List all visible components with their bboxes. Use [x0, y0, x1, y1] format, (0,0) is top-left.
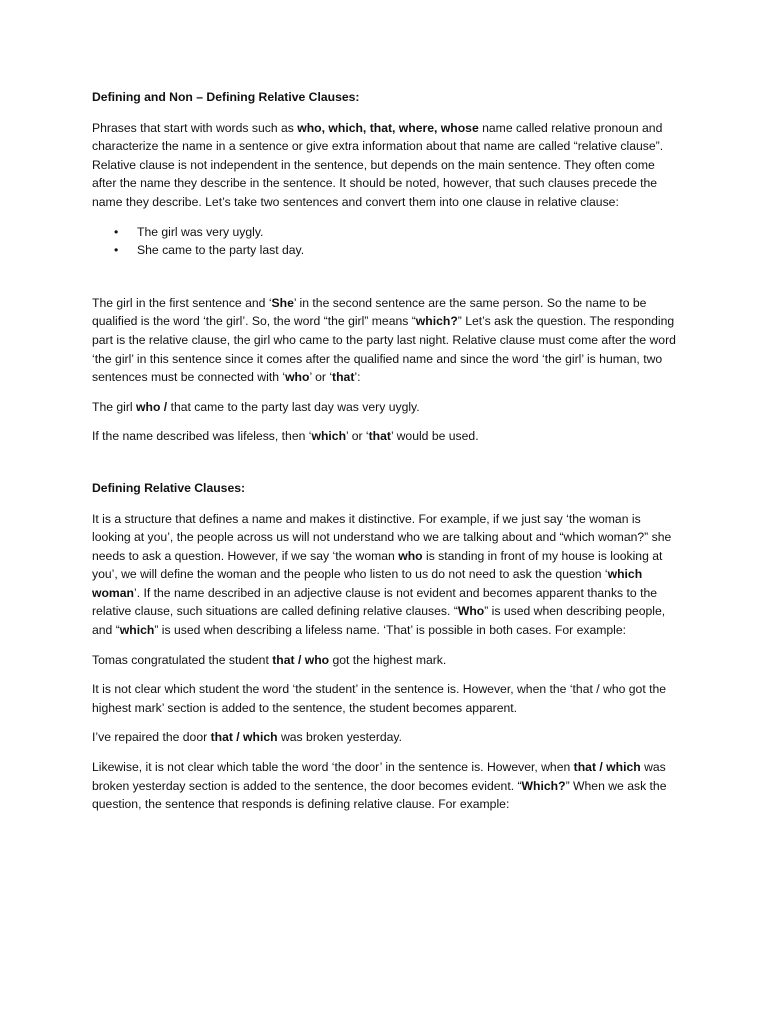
list-item: • She came to the party last day. — [92, 241, 682, 260]
example-sentence: I’ve repaired the door that / which was broken yesterday. — [92, 730, 403, 745]
document-page — [92, 88, 682, 825]
bullet-icon: • — [114, 243, 119, 258]
list-item: • The girl was very uygly. — [92, 223, 682, 242]
example-sentence: Tomas congratulated the student that / who got the highest mark. — [92, 652, 447, 667]
bullet-icon: • — [114, 224, 119, 239]
section-heading: Defining Relative Clauses: — [92, 480, 246, 495]
defining-clauses-paragraph: It is a structure that defines a name and makes it distinctive. For example, if we just say ‘the woman is looking at you’, the people across us will not understand who we are talking about and “which woman?” she needs to ask a question. However, if we say ‘the woman who is standing in front of my house is looking at you’, we will define the woman and the people who listen to us do not need to ask the question ‘which woman’. If the name described in an adjective clause is not evident and becomes apparent thanks to the relative clause, such situations are called defining relative clauses. “Who” is used when describing people, and “which” is used when describing a lifeless name. ‘That’ is possible in both cases. For example: — [92, 511, 672, 638]
example-bullet-list — [92, 223, 682, 260]
section-heading: Defining and Non – Defining Relative Clauses: — [92, 90, 360, 104]
spacer — [92, 271, 682, 294]
example-sentence: The girl who / that came to the party last day was very uygly. — [92, 399, 420, 414]
intro-paragraph: Phrases that start with words such as who, which, that, where, whose name called relative pronoun and characterize the name in a sentence or give extra information about that name are called “relative clause”. Relative clause is not independent in the sentence, but depends on the main sentence. They often come after the name they describe in the sentence. It should be noted, however, that such clauses precede the name they describe. Let’s take two sentences and convert them into one clause in relative clause: — [92, 120, 664, 209]
explanation-paragraph: The girl in the first sentence and ‘She’ in the second sentence are the same person. So the name to be qualified is the word ‘the girl’. So, the word “the girl” means “which?” Let’s ask the question. The responding part is the relative clause, the girl who came to the party last night. Relative clause must come after the word ‘the girl’ in this sentence since it comes after the qualified name and since the word ‘the girl’ is human, two sentences must be connected with ‘who’ or ‘that’: — [92, 295, 676, 385]
explanation-paragraph: Likewise, it is not clear which table the word ‘the door’ in the sentence is. However, when that / which was broken yesterday section is added to the sentence, the door becomes evident. “Which?” When we ask the question, the sentence that responds is defining relative clause. For example: — [92, 760, 667, 812]
spacer — [92, 457, 682, 479]
explanation-paragraph: It is not clear which student the word ‘the student’ in the sentence is. However, when the ‘that / who got the highest mark’ section is added to the sentence, the student becomes apparent. — [92, 682, 667, 715]
lifeless-note-paragraph: If the name described was lifeless, then ‘which’ or ‘that’ would be used. — [92, 429, 479, 444]
